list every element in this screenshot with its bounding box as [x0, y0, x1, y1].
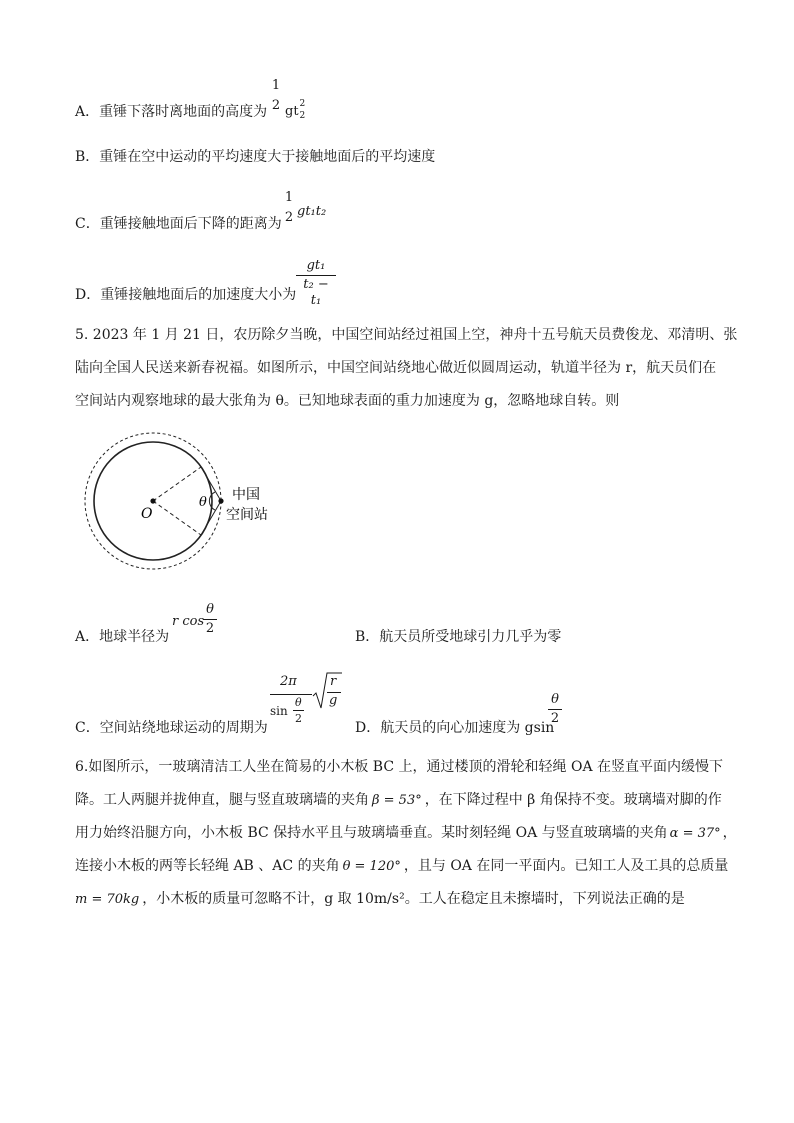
fraction-denominator: 2: [205, 621, 215, 636]
q5-option-c-text: C．空间站绕地球运动的周期为: [75, 720, 268, 736]
q4-option-b-text: B．重锤在空中运动的平均速度大于接触地面后的平均速度: [75, 149, 436, 165]
q6-angle-alpha: α = 37°: [669, 826, 721, 841]
q6-line-4-text-a: 连接小木板的两等长轻绳 AB 、AC 的夹角: [75, 858, 340, 874]
fraction-numerator: 1: [284, 190, 294, 205]
q4-option-a-expr: [285, 99, 307, 121]
q5-option-a-text: A．地球半径为: [75, 629, 170, 645]
radius-line-upper: [153, 467, 201, 501]
q4-option-c-expr: [297, 204, 326, 219]
q5-option-b-text: B．航天员所受地球引力几乎为零: [355, 629, 562, 645]
q5-stem-line-1: 5. 2023 年 1 月 21 日，农历除夕当晚，中国空间站经过祖国上空，神舟十五号航天员费俊龙、邓清明、张: [75, 327, 738, 343]
q5-option-b: [355, 627, 561, 647]
q5-stem-line-2: 陆向全国人民送来新春祝福。如图所示，中国空间站绕地心做近似圆周运动，轨道半径为 r，航天员们在: [75, 360, 717, 376]
fraction-numerator: θ: [206, 602, 214, 617]
q5-option-a: [75, 627, 169, 647]
q5-option-c-formula: [268, 670, 346, 732]
period-fraction-bar: [270, 694, 312, 695]
fraction-numerator: 1: [271, 78, 281, 93]
q6-angle-theta: θ = 120°: [342, 859, 401, 874]
period-numerator: 2π: [280, 674, 297, 689]
fraction-bar: [296, 275, 336, 276]
q6-line-5-text: ，小木板的质量可忽略不计，g 取 10m/s²。工人在稳定且未擦墙时，下列说法正确的是: [142, 891, 685, 907]
q5-option-a-fraction: [203, 602, 217, 637]
q5-stem: [75, 319, 737, 418]
q4-option-b: [75, 147, 435, 167]
q6-stem-line-5: [75, 883, 737, 916]
q6-line-3-text-b: ，: [722, 825, 737, 841]
period-den-sin: sin: [270, 704, 288, 718]
period-den-inner-bar: [293, 710, 304, 711]
q4-option-a: [75, 102, 267, 122]
q5-option-a-prefix: [172, 614, 204, 629]
q6-angle-beta: β = 53°: [372, 793, 422, 808]
q4-option-c-text: C．重锤接触地面后下降的距离为: [75, 216, 282, 232]
q5-option-d-text: D．航天员的向心加速度为 gsin: [355, 720, 555, 736]
period-den-two: 2: [295, 712, 302, 725]
fraction-denominator: 2: [284, 210, 294, 225]
expr-sup: 2: [299, 99, 306, 109]
q5-option-d: [355, 718, 554, 738]
sqrt-numerator: r: [330, 674, 337, 689]
period-den-theta: θ: [295, 696, 302, 709]
fraction-denominator: 2: [550, 711, 560, 726]
station-label-line-1: 中国: [232, 487, 260, 503]
q6-stem-line-3: [75, 817, 737, 850]
fraction-denominator: t₂ − t₁: [303, 277, 329, 308]
fraction-bar: [203, 619, 217, 620]
q6-stem-line-4: [75, 850, 737, 883]
fraction-denominator: 2: [271, 98, 281, 113]
q5-option-d-fraction: [548, 692, 562, 727]
q5-stem-line-3: 空间站内观察地球的最大张角为 θ。已知地球表面的重力加速度为 g，忽略地球自转。则: [75, 393, 620, 409]
expr-sub: 2: [299, 111, 306, 121]
sqrt-sign: [312, 670, 342, 716]
q6-stem-line-2: [75, 784, 737, 817]
q4-option-d: [75, 285, 296, 305]
q4-option-d-text: D．重锤接触地面后的加速度大小为: [75, 287, 297, 303]
expr: r cos: [172, 614, 205, 629]
station-label-line-2: 空间站: [226, 507, 268, 523]
q6-line-4-text-b: ，且与 OA 在同一平面内。已知工人及工具的总质量: [403, 858, 729, 874]
q6-stem-line-1: 6.如图所示，一玻璃清洁工人坐在简易的小木板 BC 上，通过楼顶的滑轮和轻绳 OA 在竖直平面内缓慢下: [75, 759, 724, 775]
q5-option-c: [75, 718, 268, 738]
q4-option-c-fraction: [283, 190, 295, 226]
expr: gt₁t₂: [297, 204, 327, 219]
station-point: [218, 498, 223, 503]
center-label: O: [141, 506, 153, 522]
radius-line-lower: [153, 501, 201, 535]
q6-line-2-text-b: ，在下降过程中 β 角保持不变。玻璃墙对脚的作: [424, 792, 722, 808]
center-point: [150, 498, 155, 503]
q4-option-a-text: A．重锤下落时离地面的高度为: [75, 104, 268, 120]
q6-line-2-text-a: 降。工人两腿并拢伸直，腿与竖直玻璃墙的夹角: [75, 792, 369, 808]
sqrt-denominator: g: [329, 693, 338, 708]
fraction-bar: [548, 709, 562, 710]
q4-option-d-fraction: [296, 258, 336, 309]
angle-label: θ: [199, 495, 207, 510]
q6-line-3-text-a: 用力始终沿腿方向，小木板 BC 保持水平且与玻璃墙垂直。某时刻轻绳 OA 与竖直玻璃墙的夹角: [75, 825, 668, 841]
fraction-numerator: gt₁: [306, 258, 326, 273]
q5-orbit-figure: [80, 425, 280, 590]
q6-mass: m = 70kg: [75, 892, 140, 907]
q4-option-c: [75, 214, 282, 234]
expr-base: gt: [285, 104, 299, 119]
fraction-numerator: θ: [551, 692, 559, 707]
q4-option-a-fraction: [270, 78, 282, 114]
q6-stem: [75, 751, 737, 916]
